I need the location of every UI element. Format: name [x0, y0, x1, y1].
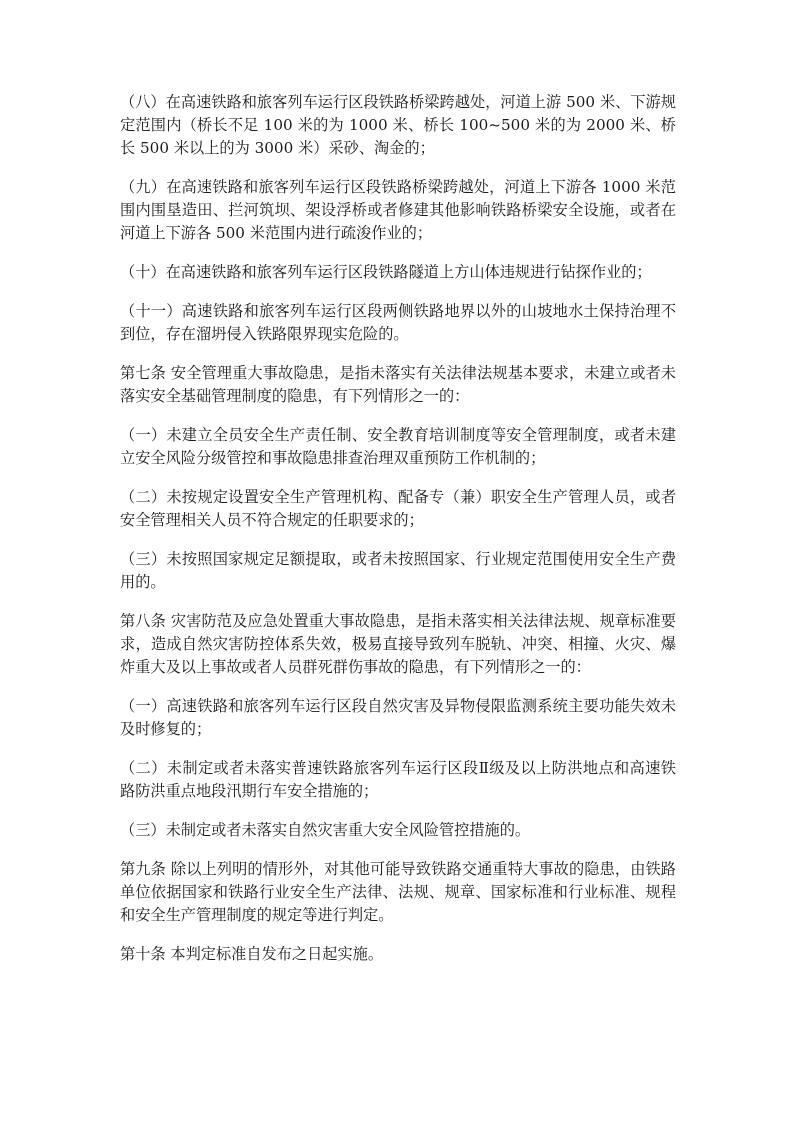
article-7-item-2: （二）未按规定设置安全生产管理机构、配备专（兼）职安全生产管理人员，或者安全管理相关人员不符合规定的任职要求的； [120, 488, 676, 529]
clause-11-item: （十一）高速铁路和旅客列车运行区段两侧铁路地界以外的山坡地水土保持治理不到位，存在溜坍侵入铁路限界现实危险的。 [120, 302, 676, 343]
document-page [120, 91, 676, 982]
article-7-item-3: （三）未按照国家规定足额提取，或者未按照国家、行业规定范围使用安全生产费用的。 [120, 550, 676, 591]
article-8-item-2: （二）未制定或者未落实普速铁路旅客列车运行区段Ⅱ级及以上防洪地点和高速铁路防洪重点地段汛期行车安全措施的； [120, 759, 676, 800]
article-10: 第十条 本判定标准自发布之日起实施。 [120, 945, 384, 963]
clause-10-item: （十）在高速铁路和旅客列车运行区段铁路隧道上方山体违规进行钻探作业的； [120, 263, 652, 281]
article-8: 第八条 灾害防范及应急处置重大事故隐患，是指未落实相关法律法规、规章标准要求，造成自然灾害防控体系失效，极易直接导致列车脱轨、冲突、相撞、火灾、爆炸重大及以上事故或者人员群死群伤事故的隐患，有下列情形之一的： [120, 612, 676, 676]
article-9: 第九条 除以上列明的情形外，对其他可能导致铁路交通重特大事故的隐患，由铁路单位依据国家和铁路行业安全生产法律、法规、规章、国家标准和行业标准、规程和安全生产管理制度的规定等进行判定。 [120, 860, 676, 924]
clause-9-item: （九）在高速铁路和旅客列车运行区段铁路桥梁跨越处，河道上下游各 1000 米范围内围垦造田、拦河筑坝、架设浮桥或者修建其他影响铁路桥梁安全设施，或者在河道上下游各 500 米范围内进行疏浚作业的； [120, 178, 676, 242]
article-7-item-1: （一）未建立全员安全生产责任制、安全教育培训制度等安全管理制度，或者未建立安全风险分级管控和事故隐患排查治理双重预防工作机制的； [120, 426, 676, 467]
article-8-item-1: （一）高速铁路和旅客列车运行区段自然灾害及异物侵限监测系统主要功能失效未及时修复的； [120, 697, 676, 738]
clause-8-item: （八）在高速铁路和旅客列车运行区段铁路桥梁跨越处，河道上游 500 米、下游规定范围内（桥长不足 100 米的为 1000 米、桥长 100~500 米的为 2000 米、桥长 500 米以上的为 3000 米）采砂、淘金的； [120, 93, 676, 157]
article-8-item-3: （三）未制定或者未落实自然灾害重大安全风险管控措施的。 [120, 821, 531, 839]
article-7: 第七条 安全管理重大事故隐患，是指未落实有关法律法规基本要求，未建立或者未落实安全基础管理制度的隐患，有下列情形之一的： [120, 364, 676, 405]
